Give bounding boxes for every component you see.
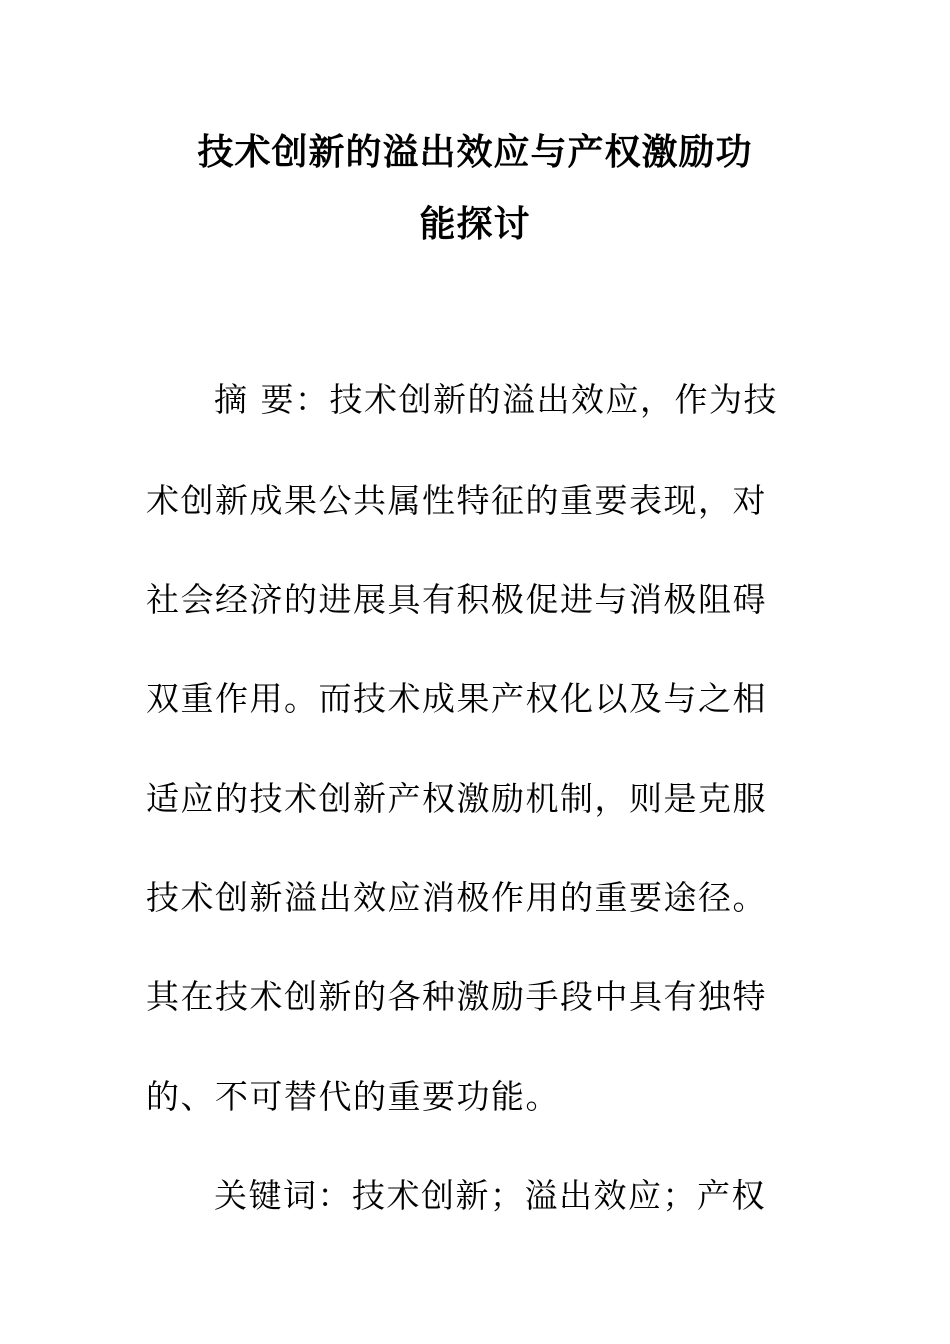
document-title-line-2: 能探讨 xyxy=(419,204,531,245)
abstract-line: 术创新成果公共属性特征的重要表现，对 xyxy=(146,481,767,520)
document-title-line-1: 技术创新的溢出效应与产权激励功 xyxy=(197,132,753,173)
abstract-line: 其在技术创新的各种激励手段中具有独特 xyxy=(146,977,767,1016)
abstract-line: 双重作用。而技术成果产权化以及与之相 xyxy=(146,679,767,718)
abstract-line: 社会经济的进展具有积极促进与消极阻碍 xyxy=(146,580,767,619)
abstract-line: 适应的技术创新产权激励机制，则是克服 xyxy=(146,779,767,818)
abstract-line: 摘 要：技术创新的溢出效应，作为技 xyxy=(214,380,778,419)
keywords-line: 关键词：技术创新；溢出效应；产权 xyxy=(214,1176,766,1215)
abstract-line: 技术创新溢出效应消极作用的重要途径。 xyxy=(146,878,767,917)
abstract-line: 的、不可替代的重要功能。 xyxy=(146,1077,560,1116)
